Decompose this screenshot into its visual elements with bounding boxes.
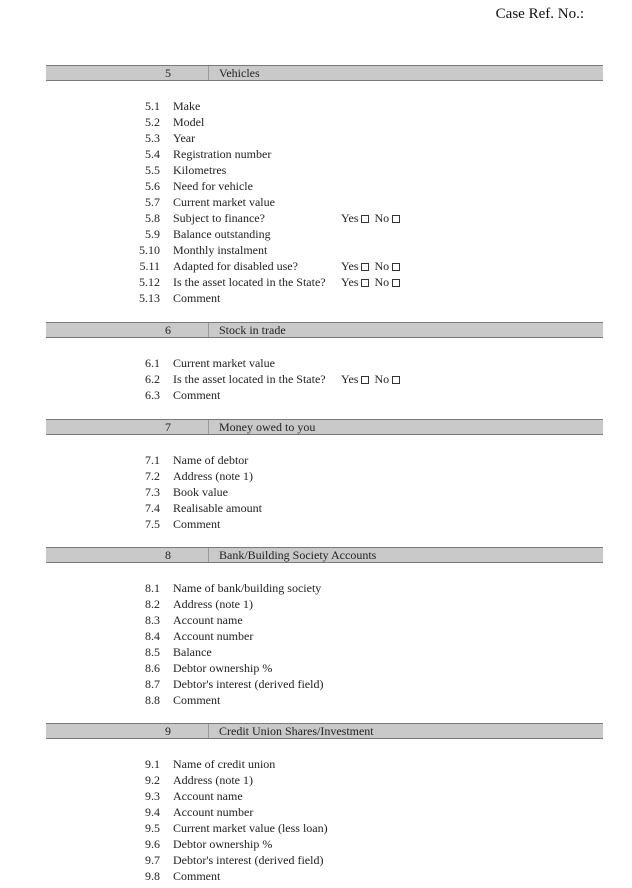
- section-header-8: [46, 547, 603, 563]
- item-label: Name of debtor: [173, 453, 249, 467]
- form-item-9.3: [0, 789, 632, 805]
- item-number: 9.7: [145, 853, 160, 867]
- item-number: 8.1: [145, 581, 160, 595]
- item-number: 9.3: [145, 789, 160, 803]
- form-item-5.8: [0, 211, 632, 227]
- item-label: Account name: [173, 613, 243, 627]
- item-number: 8.6: [145, 661, 160, 675]
- item-number: 9.4: [145, 805, 160, 819]
- no-checkbox[interactable]: [392, 215, 400, 223]
- case-ref-label: Case Ref. No.:: [495, 6, 584, 22]
- form-item-6.3: [0, 388, 632, 404]
- section-header-7: [46, 419, 603, 435]
- section-title: Bank/Building Society Accounts: [219, 548, 377, 562]
- no-label: No: [374, 275, 390, 289]
- form-item-9.8: [0, 869, 632, 885]
- item-label: Registration number: [173, 147, 272, 161]
- form-item-8.3: [0, 613, 632, 629]
- form-item-8.6: [0, 661, 632, 677]
- section-number: 9: [165, 724, 171, 738]
- form-item-5.7: [0, 195, 632, 211]
- form-item-6.2: [0, 372, 632, 388]
- item-number: 5.5: [145, 163, 160, 177]
- yes-label: Yes: [341, 259, 359, 273]
- item-label: Comment: [173, 869, 221, 883]
- item-number: 5.7: [145, 195, 160, 209]
- item-label: Debtor's interest (derived field): [173, 853, 324, 867]
- form-item-7.3: [0, 485, 632, 501]
- form-item-8.1: [0, 581, 632, 597]
- item-number: 5.6: [145, 179, 160, 193]
- item-number: 9.2: [145, 773, 160, 787]
- item-number: 8.4: [145, 629, 160, 643]
- item-label: Debtor's interest (derived field): [173, 677, 324, 691]
- yes-label: Yes: [341, 211, 359, 225]
- item-label: Comment: [173, 517, 221, 531]
- form-item-5.11: [0, 259, 632, 275]
- item-number: 8.7: [145, 677, 160, 691]
- form-item-9.2: [0, 773, 632, 789]
- item-label: Adapted for disabled use?: [173, 259, 298, 273]
- item-number: 5.10: [139, 243, 160, 257]
- item-number: 8.5: [145, 645, 160, 659]
- form-item-8.5: [0, 645, 632, 661]
- item-label: Debtor ownership %: [173, 661, 273, 675]
- form-item-5.2: [0, 115, 632, 131]
- form-item-7.1: [0, 453, 632, 469]
- item-label: Model: [173, 115, 205, 129]
- item-number: 8.3: [145, 613, 160, 627]
- yes-no-choice: [341, 211, 405, 226]
- form-item-5.4: [0, 147, 632, 163]
- item-number: 6.2: [145, 372, 160, 386]
- item-label: Account number: [173, 805, 254, 819]
- yes-checkbox[interactable]: [361, 279, 369, 287]
- yes-label: Yes: [341, 372, 359, 386]
- item-number: 5.12: [139, 275, 160, 289]
- section-title: Credit Union Shares/Investment: [219, 724, 374, 738]
- form-item-5.13: [0, 291, 632, 307]
- item-number: 9.1: [145, 757, 160, 771]
- item-number: 8.8: [145, 693, 160, 707]
- item-label: Debtor ownership %: [173, 837, 273, 851]
- item-label: Subject to finance?: [173, 211, 265, 225]
- section-divider: [208, 66, 209, 80]
- form-item-8.4: [0, 629, 632, 645]
- no-checkbox[interactable]: [392, 279, 400, 287]
- item-label: Make: [173, 99, 201, 113]
- section-number: 5: [165, 66, 171, 80]
- item-label: Year: [173, 131, 196, 145]
- yes-checkbox[interactable]: [361, 215, 369, 223]
- form-item-7.5: [0, 517, 632, 533]
- item-number: 7.5: [145, 517, 160, 531]
- form-item-8.2: [0, 597, 632, 613]
- form-item-6.1: [0, 356, 632, 372]
- item-label: Book value: [173, 485, 228, 499]
- section-title: Stock in trade: [219, 323, 286, 337]
- form-item-9.5: [0, 821, 632, 837]
- item-number: 5.9: [145, 227, 160, 241]
- item-label: Name of bank/building society: [173, 581, 322, 595]
- form-item-9.7: [0, 853, 632, 869]
- section-divider: [208, 724, 209, 738]
- yes-no-choice: [341, 259, 405, 274]
- item-number: 5.2: [145, 115, 160, 129]
- item-number: 5.3: [145, 131, 160, 145]
- item-number: 9.8: [145, 869, 160, 883]
- item-number: 9.6: [145, 837, 160, 851]
- item-label: Is the asset located in the State?: [173, 372, 326, 386]
- item-label: Comment: [173, 388, 221, 402]
- section-divider: [208, 548, 209, 562]
- form-item-5.3: [0, 131, 632, 147]
- item-label: Account number: [173, 629, 254, 643]
- form-item-8.8: [0, 693, 632, 709]
- no-checkbox[interactable]: [392, 263, 400, 271]
- form-item-5.9: [0, 227, 632, 243]
- item-number: 7.2: [145, 469, 160, 483]
- section-header-9: [46, 723, 603, 739]
- yes-checkbox[interactable]: [361, 263, 369, 271]
- item-label: Is the asset located in the State?: [173, 275, 326, 289]
- section-title: Money owed to you: [219, 420, 316, 434]
- item-number: 5.11: [139, 259, 160, 273]
- item-label: Balance outstanding: [173, 227, 271, 241]
- form-item-7.2: [0, 469, 632, 485]
- yes-label: Yes: [341, 275, 359, 289]
- item-number: 5.13: [139, 291, 160, 305]
- section-divider: [208, 420, 209, 434]
- no-label: No: [374, 211, 390, 225]
- section-header-6: [46, 322, 603, 338]
- form-item-8.7: [0, 677, 632, 693]
- item-number: 9.5: [145, 821, 160, 835]
- form-item-5.12: [0, 275, 632, 291]
- item-number: 6.1: [145, 356, 160, 370]
- item-label: Current market value: [173, 195, 275, 209]
- form-item-9.6: [0, 837, 632, 853]
- item-label: Account name: [173, 789, 243, 803]
- item-number: 5.4: [145, 147, 160, 161]
- item-number: 6.3: [145, 388, 160, 402]
- section-header-5: [46, 65, 603, 81]
- item-label: Current market value (less loan): [173, 821, 328, 835]
- item-label: Kilometres: [173, 163, 227, 177]
- form-item-5.6: [0, 179, 632, 195]
- item-label: Current market value: [173, 356, 275, 370]
- item-number: 8.2: [145, 597, 160, 611]
- section-title: Vehicles: [219, 66, 260, 80]
- no-label: No: [374, 259, 390, 273]
- section-number: 6: [165, 323, 171, 337]
- item-label: Comment: [173, 291, 221, 305]
- item-label: Balance: [173, 645, 212, 659]
- item-label: Realisable amount: [173, 501, 262, 515]
- item-number: 7.3: [145, 485, 160, 499]
- yes-checkbox[interactable]: [361, 376, 369, 384]
- section-number: 7: [165, 420, 171, 434]
- item-label: Address (note 1): [173, 773, 253, 787]
- item-label: Need for vehicle: [173, 179, 253, 193]
- item-label: Monthly instalment: [173, 243, 268, 257]
- item-number: 5.1: [145, 99, 160, 113]
- item-number: 7.1: [145, 453, 160, 467]
- yes-no-choice: [341, 372, 405, 387]
- item-label: Comment: [173, 693, 221, 707]
- yes-no-choice: [341, 275, 405, 290]
- form-item-9.1: [0, 757, 632, 773]
- form-item-5.1: [0, 99, 632, 115]
- item-label: Address (note 1): [173, 597, 253, 611]
- form-item-5.10: [0, 243, 632, 259]
- section-number: 8: [165, 548, 171, 562]
- form-item-9.4: [0, 805, 632, 821]
- item-label: Name of credit union: [173, 757, 276, 771]
- item-number: 7.4: [145, 501, 160, 515]
- form-item-5.5: [0, 163, 632, 179]
- no-label: No: [374, 372, 390, 386]
- no-checkbox[interactable]: [392, 376, 400, 384]
- item-number: 5.8: [145, 211, 160, 225]
- form-item-7.4: [0, 501, 632, 517]
- item-label: Address (note 1): [173, 469, 253, 483]
- section-divider: [208, 323, 209, 337]
